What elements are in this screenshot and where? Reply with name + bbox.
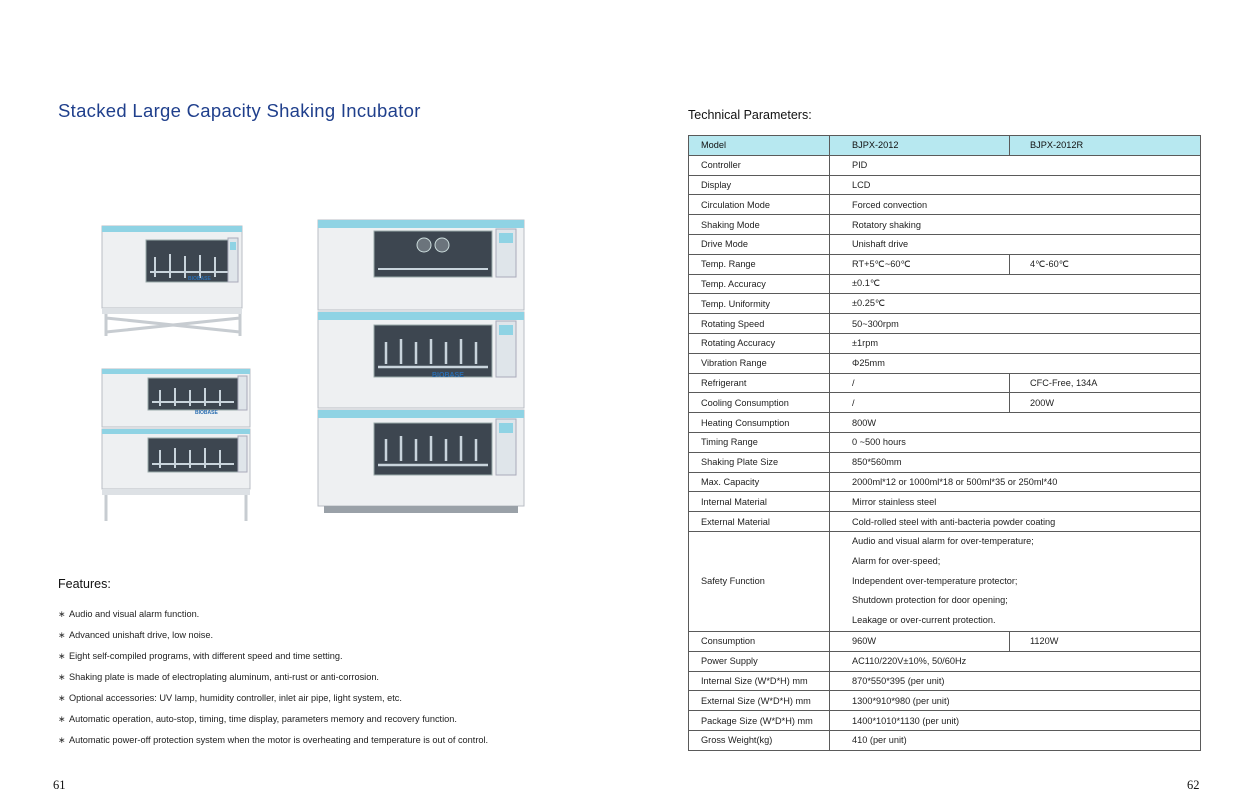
row-label: Temp. Range <box>689 254 830 274</box>
page-number-left: 61 <box>53 778 66 792</box>
technical-parameters-table <box>688 135 1201 751</box>
table-row <box>689 195 1201 215</box>
page-number-right: 62 <box>1187 778 1200 792</box>
table-row <box>689 452 1201 472</box>
row-label: Shaking Plate Size <box>689 452 830 472</box>
table-row <box>689 512 1201 532</box>
bullet-icon: ∗ <box>58 693 66 703</box>
product-image-single-unit <box>100 222 245 340</box>
row-label: Internal Material <box>689 492 830 512</box>
row-label: Temp. Accuracy <box>689 274 830 294</box>
table-row <box>689 413 1201 433</box>
row-value: LCD <box>830 175 1201 195</box>
row-value-r: CFC-Free, 134A <box>1010 373 1201 393</box>
row-label: Consumption <box>689 631 830 651</box>
row-label: Shaking Mode <box>689 215 830 235</box>
row-value: / <box>830 373 1010 393</box>
table-row <box>689 373 1201 393</box>
row-value: ±0.1℃ <box>830 274 1201 294</box>
row-label: Max. Capacity <box>689 472 830 492</box>
feature-item: ∗ Advanced unishaft drive, low noise. <box>58 625 488 646</box>
row-value: Rotatory shaking <box>830 215 1201 235</box>
table-row <box>689 631 1201 651</box>
bullet-icon: ∗ <box>58 735 66 745</box>
header-cell: BJPX-2012R <box>1010 136 1201 156</box>
feature-item: ∗ Eight self-compiled programs, with different speed and time setting. <box>58 646 488 667</box>
row-value: Unishaft drive <box>830 234 1201 254</box>
table-row <box>689 333 1201 353</box>
row-label: External Size (W*D*H) mm <box>689 691 830 711</box>
feature-item: ∗ Shaking plate is made of electroplating aluminum, anti-rust or anti-corrosion. <box>58 667 488 688</box>
row-label: Timing Range <box>689 432 830 452</box>
features-list <box>58 604 488 751</box>
bullet-icon: ∗ <box>58 630 66 640</box>
row-label: Circulation Mode <box>689 195 830 215</box>
table-row <box>689 215 1201 235</box>
table-row <box>689 234 1201 254</box>
svg-text:BIOBASE: BIOBASE <box>432 372 464 379</box>
row-value-r: 4℃-60℃ <box>1010 254 1201 274</box>
row-value: 1300*910*980 (per unit) <box>830 691 1201 711</box>
table-row <box>689 353 1201 373</box>
table-row <box>689 472 1201 492</box>
safety-lines: Audio and visual alarm for over-temperature; Alarm for over-speed; Independent over-temperature protector; Shutdown protection for door opening; Leakage or over-current protection. <box>830 531 1201 631</box>
row-label: Refrigerant <box>689 373 830 393</box>
row-value: 960W <box>830 631 1010 651</box>
header-cell: Model <box>689 136 830 156</box>
table-row <box>689 274 1201 294</box>
row-label: Vibration Range <box>689 353 830 373</box>
svg-text:BIOBASE: BIOBASE <box>195 410 218 416</box>
product-image-double-unit <box>100 366 252 524</box>
row-value: 1400*1010*1130 (per unit) <box>830 711 1201 731</box>
table-row <box>689 492 1201 512</box>
row-value: 0 ~500 hours <box>830 432 1201 452</box>
bullet-icon: ∗ <box>58 714 66 724</box>
row-value: 50~300rpm <box>830 314 1201 334</box>
technical-parameters-heading: Technical Parameters: <box>688 108 812 122</box>
row-value: Φ25mm <box>830 353 1201 373</box>
bullet-icon: ∗ <box>58 672 66 682</box>
feature-item: ∗ Optional accessories: UV lamp, humidity controller, inlet air pipe, light system, etc. <box>58 688 488 709</box>
row-label: Cooling Consumption <box>689 393 830 413</box>
row-value: ±0.25℃ <box>830 294 1201 314</box>
row-value: ±1rpm <box>830 333 1201 353</box>
row-label: Power Supply <box>689 651 830 671</box>
table-row <box>689 651 1201 671</box>
row-label: Drive Mode <box>689 234 830 254</box>
row-value-r: 200W <box>1010 393 1201 413</box>
table-row <box>689 155 1201 175</box>
bullet-icon: ∗ <box>58 651 66 661</box>
row-label: Safety Function <box>689 531 830 631</box>
row-value: RT+5℃~60℃ <box>830 254 1010 274</box>
row-value: PID <box>830 155 1201 175</box>
row-label: Gross Weight(kg) <box>689 730 830 750</box>
table-row <box>689 175 1201 195</box>
row-label: Package Size (W*D*H) mm <box>689 711 830 731</box>
table-row-safety <box>689 531 1201 631</box>
header-cell: BJPX-2012 <box>830 136 1010 156</box>
table-row <box>689 294 1201 314</box>
row-value: 410 (per unit) <box>830 730 1201 750</box>
page-title: Stacked Large Capacity Shaking Incubator <box>58 100 421 121</box>
product-image-triple-unit <box>316 217 526 517</box>
row-value: 2000ml*12 or 1000ml*18 or 500ml*35 or 250ml*40 <box>830 472 1201 492</box>
features-heading: Features: <box>58 577 111 591</box>
table-row <box>689 691 1201 711</box>
feature-item: ∗ Automatic operation, auto-stop, timing, time display, parameters memory and recovery function. <box>58 709 488 730</box>
table-row <box>689 671 1201 691</box>
row-label: External Material <box>689 512 830 532</box>
row-value: Cold-rolled steel with anti-bacteria powder coating <box>830 512 1201 532</box>
row-label: Heating Consumption <box>689 413 830 433</box>
row-value: Forced convection <box>830 195 1201 215</box>
table-row <box>689 314 1201 334</box>
row-value-r: 1120W <box>1010 631 1201 651</box>
row-value: 850*560mm <box>830 452 1201 472</box>
row-value: / <box>830 393 1010 413</box>
row-label: Temp. Uniformity <box>689 294 830 314</box>
table-row <box>689 432 1201 452</box>
row-value: 800W <box>830 413 1201 433</box>
bullet-icon: ∗ <box>58 609 66 619</box>
row-label: Display <box>689 175 830 195</box>
table-header-row <box>689 136 1201 156</box>
table-row <box>689 711 1201 731</box>
row-label: Internal Size (W*D*H) mm <box>689 671 830 691</box>
row-value: AC110/220V±10%, 50/60Hz <box>830 651 1201 671</box>
row-label: Rotating Speed <box>689 314 830 334</box>
row-label: Controller <box>689 155 830 175</box>
brand-logo: BIOBASE <box>188 276 211 282</box>
feature-item: ∗ Audio and visual alarm function. <box>58 604 488 625</box>
row-label: Rotating Accuracy <box>689 333 830 353</box>
row-value: 870*550*395 (per unit) <box>830 671 1201 691</box>
table-row <box>689 393 1201 413</box>
table-row <box>689 254 1201 274</box>
table-row <box>689 730 1201 750</box>
row-value: Mirror stainless steel <box>830 492 1201 512</box>
feature-item: ∗ Automatic power-off protection system when the motor is overheating and temperature is out of control. <box>58 730 488 751</box>
